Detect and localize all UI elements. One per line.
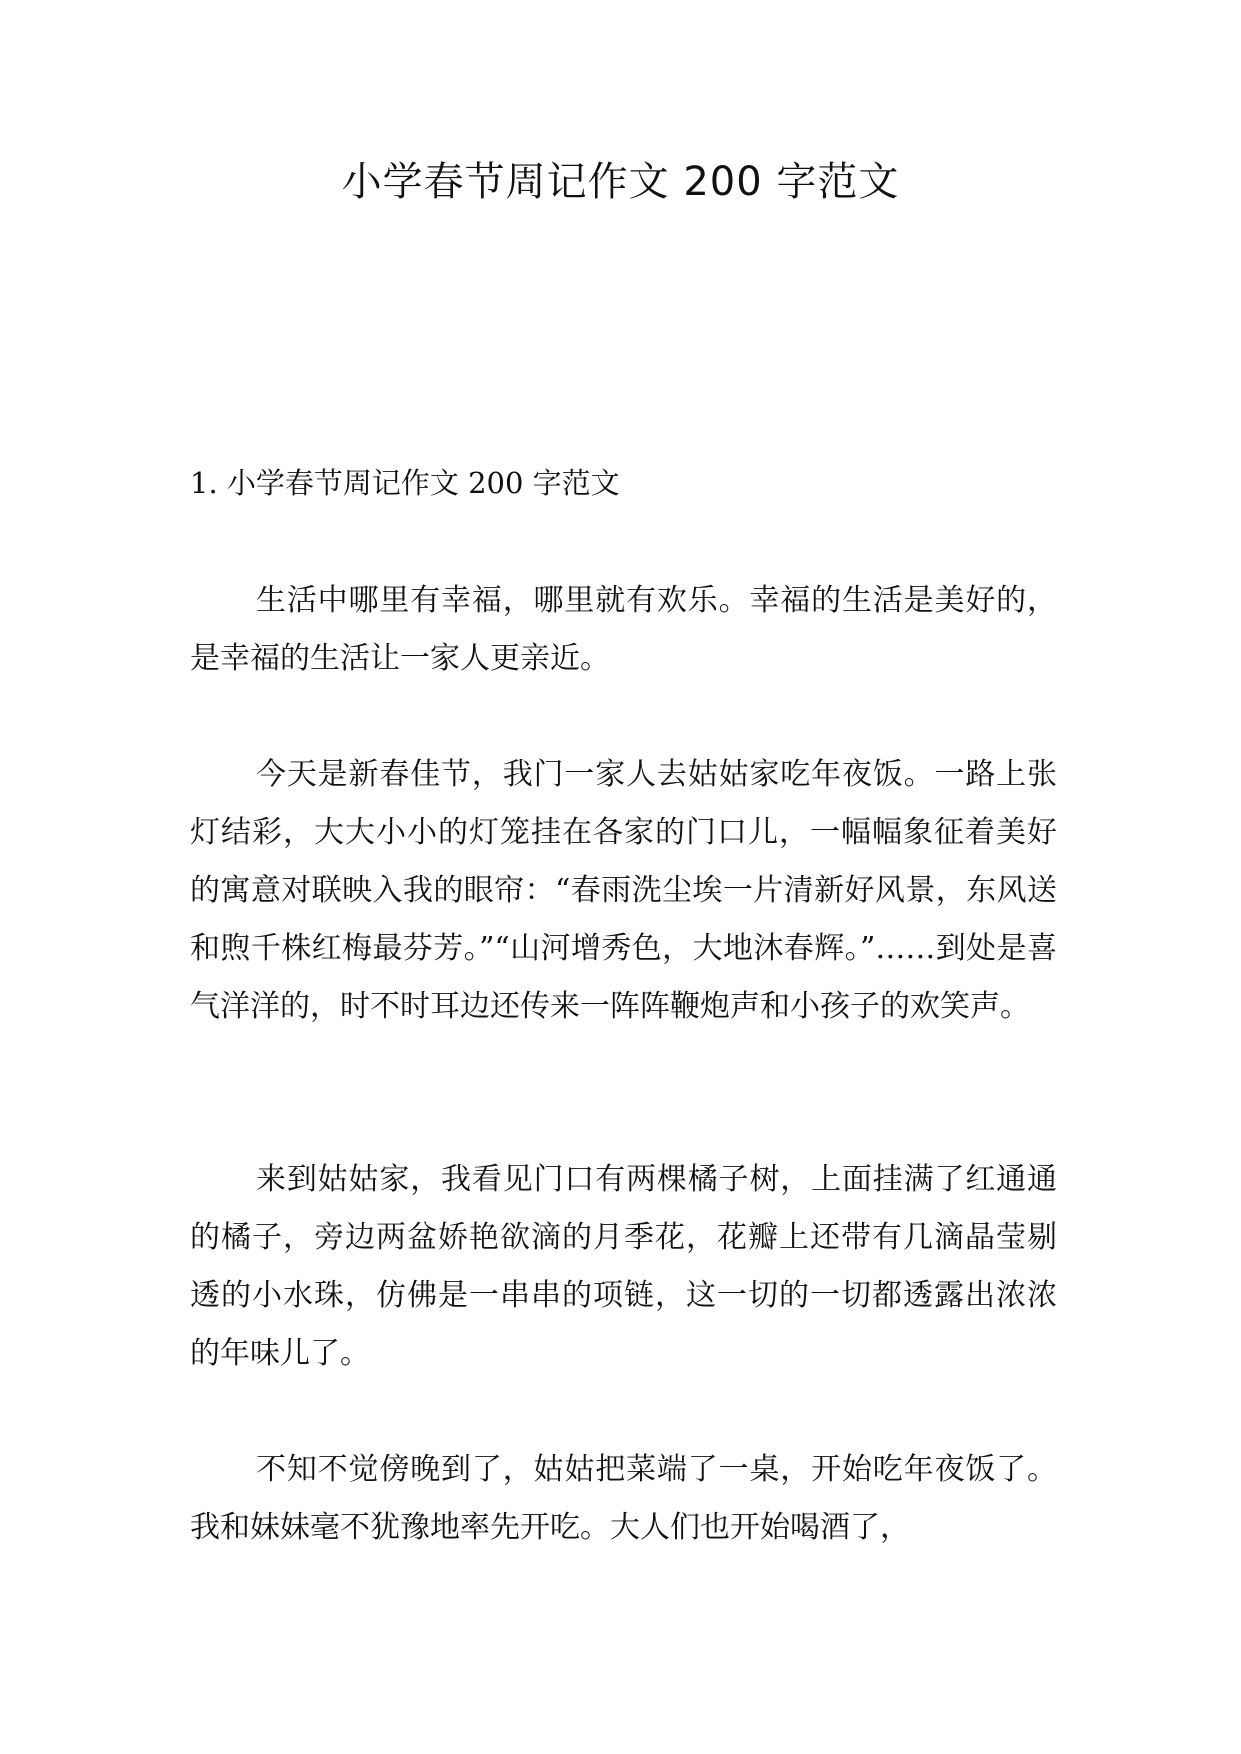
- paragraph-1: 生活中哪里有幸福，哪里就有欢乐。幸福的生活是美好的，是幸福的生活让一家人更亲近。: [190, 583, 1057, 676]
- paragraph-3: 来到姑姑家，我看见门口有两棵橘子树，上面挂满了红通通的橘子，旁边两盆娇艳欲滴的月季花，花瓣上还带有几滴晶莹剔透的小水珠，仿佛是一串串的项链，这一切的一切都透露出浓浓的年味儿了。: [190, 1162, 1057, 1371]
- document-title: 小学春节周记作文 200 字范文: [341, 159, 900, 205]
- paragraph-4: 不知不觉傍晚到了，姑姑把菜端了一桌，开始吃年夜饭了。我和妹妹毫不犹豫地率先开吃。大人们也开始喝酒了，: [190, 1452, 1057, 1545]
- section-heading: 1. 小学春节周记作文 200 字范文: [190, 466, 620, 500]
- paragraph-2: 今天是新春佳节，我门一家人去姑姑家吃年夜饭。一路上张灯结彩，大大小小的灯笼挂在各家的门口儿，一幅幅象征着美好的寓意对联映入我的眼帘：“春雨洗尘埃一片清新好风景，东风送和煦千株红梅最芬芳。”“山河增秀色，大地沐春辉。”……到处是喜气洋洋的，时不时耳边还传来一阵阵鞭炮声和小孩子的欢笑声。: [190, 757, 1057, 1024]
